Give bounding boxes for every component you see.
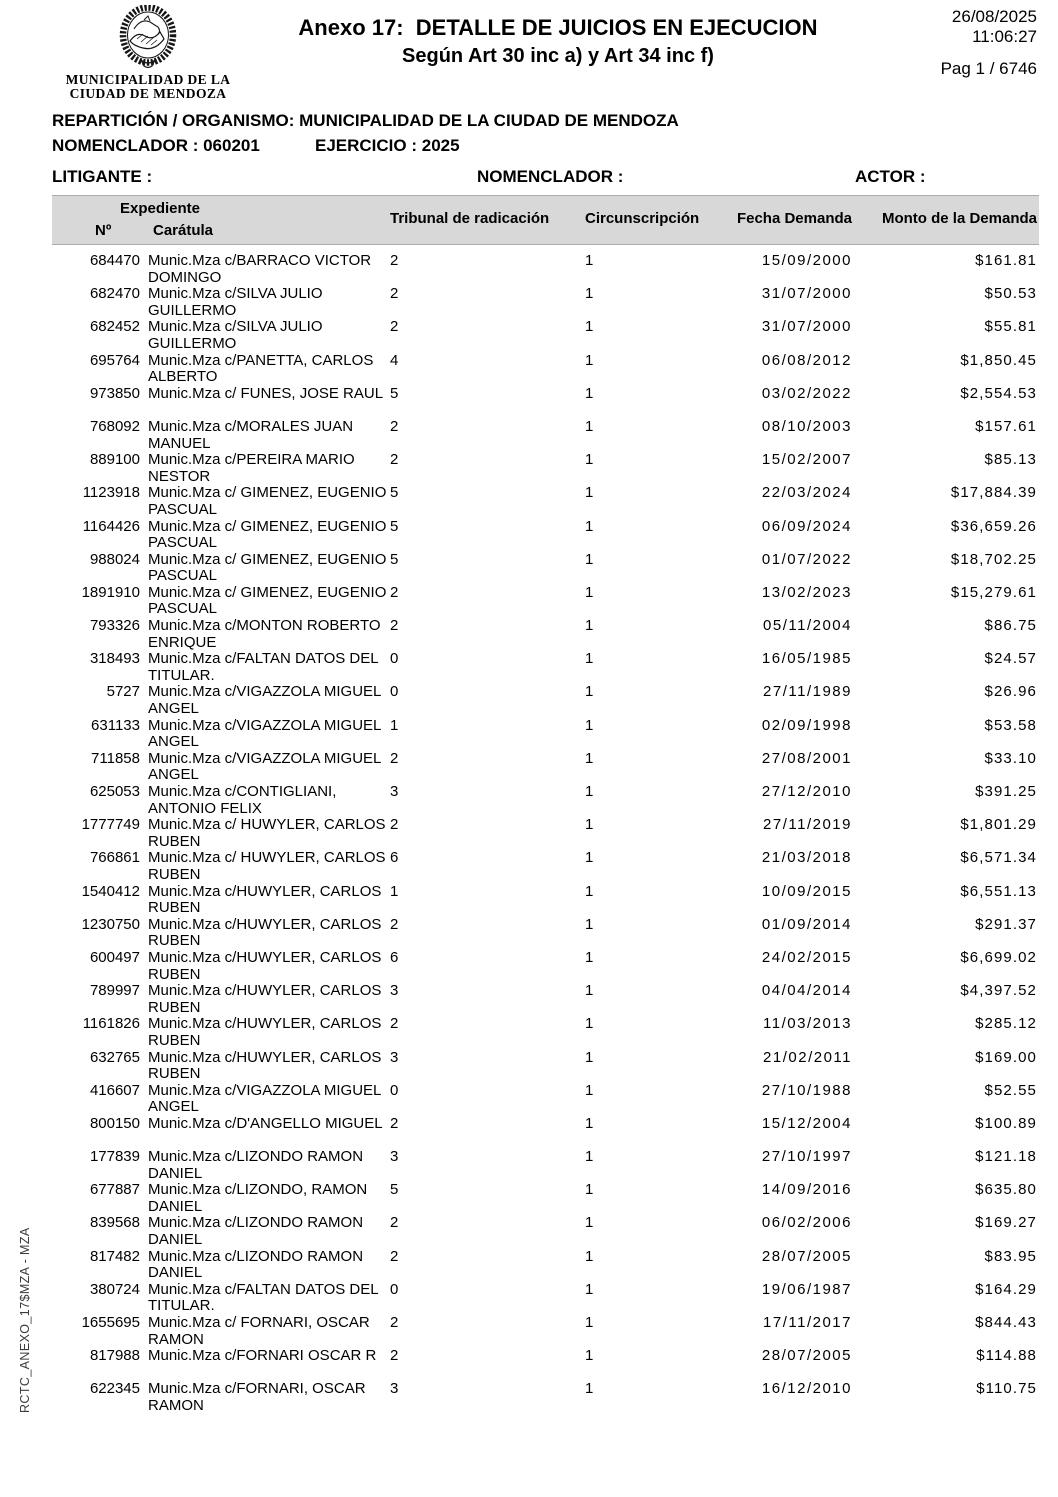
- cell-tribunal: 3: [390, 982, 399, 1000]
- cell-tribunal: 2: [390, 915, 399, 933]
- table-row: [52, 319, 1039, 352]
- logo-block: [50, 5, 246, 101]
- cell-expediente-numero: 839568: [89, 1214, 140, 1232]
- cell-fecha-demanda: 27/12/2010: [761, 783, 852, 800]
- cell-fecha-demanda: 27/08/2001: [761, 749, 852, 767]
- cell-fecha-demanda: 10/09/2015: [761, 882, 852, 900]
- cell-caratula: Munic.Mza c/HUWYLER, CARLOS RUBEN: [148, 982, 382, 1016]
- cell-circunscripcion: 1: [585, 1380, 594, 1398]
- cell-tribunal: 0: [390, 1081, 399, 1099]
- table-row: [52, 950, 1039, 983]
- cell-monto: $169.27: [975, 1214, 1037, 1232]
- cell-tribunal: 5: [390, 384, 399, 402]
- cell-expediente-numero: 889100: [89, 451, 140, 469]
- cell-expediente-numero: 1164426: [82, 517, 140, 535]
- cell-circunscripcion: 1: [585, 816, 594, 834]
- cell-circunscripcion: 1: [585, 1214, 594, 1232]
- cell-expediente-numero: 1891910: [81, 583, 140, 601]
- cell-fecha-demanda: 06/08/2012: [761, 351, 852, 369]
- cell-circunscripcion: 1: [585, 1314, 594, 1331]
- cell-circunscripcion: 1: [585, 384, 594, 402]
- table-header: [52, 195, 1039, 245]
- cell-fecha-demanda: 28/07/2005: [761, 1247, 852, 1265]
- table-row: [52, 1149, 1039, 1182]
- cell-circunscripcion: 1: [585, 252, 594, 269]
- cell-monto: $121.18: [975, 1148, 1037, 1166]
- cell-expediente-numero: 625053: [89, 783, 140, 800]
- cell-circunscripcion: 1: [585, 451, 594, 469]
- cell-expediente-numero: 817482: [89, 1247, 140, 1265]
- cell-caratula: Munic.Mza c/FALTAN DATOS DEL TITULAR.: [148, 1280, 379, 1315]
- cell-circunscripcion: 1: [585, 948, 594, 966]
- cell-fecha-demanda: 19/06/1987: [761, 1280, 852, 1298]
- cell-circunscripcion: 1: [585, 1181, 594, 1199]
- cell-circunscripcion: 1: [585, 351, 594, 369]
- cell-expediente-numero: 177839: [89, 1148, 140, 1166]
- cell-circunscripcion: 1: [585, 749, 594, 767]
- cell-tribunal: 3: [390, 1380, 399, 1398]
- table-row: [52, 684, 1039, 717]
- cell-circunscripcion: 1: [585, 583, 594, 601]
- cell-tribunal: 3: [390, 1148, 399, 1166]
- cell-caratula: Munic.Mza c/ GIMENEZ, EUGENIO PASCUAL: [148, 550, 387, 585]
- cell-tribunal: 5: [390, 484, 399, 502]
- cell-caratula: Munic.Mza c/HUWYLER, CARLOS RUBEN: [148, 882, 382, 917]
- cell-monto: $53.58: [984, 716, 1037, 734]
- table-row: [52, 552, 1039, 585]
- cell-caratula: Munic.Mza c/VIGAZZOLA MIGUEL ANGEL: [148, 683, 381, 718]
- print-time: 11:06:27: [972, 27, 1037, 46]
- cell-circunscripcion: 1: [585, 1081, 594, 1099]
- cell-circunscripcion: 1: [585, 849, 594, 867]
- cell-fecha-demanda: 05/11/2004: [763, 617, 852, 635]
- table-row: [52, 1083, 1039, 1116]
- cell-circunscripcion: 1: [585, 285, 594, 303]
- cell-fecha-demanda: 27/11/1989: [763, 683, 852, 701]
- cell-monto: $1,801.29: [960, 816, 1037, 834]
- cell-circunscripcion: 1: [585, 1280, 594, 1298]
- cell-circunscripcion: 1: [585, 783, 594, 800]
- cell-caratula: Munic.Mza c/SILVA JULIO GUILLERMO: [148, 285, 323, 319]
- table-row: [52, 1282, 1039, 1315]
- cell-caratula: Munic.Mza c/PANETTA, CARLOS ALBERTO: [148, 351, 374, 386]
- cell-monto: $100.89: [975, 1114, 1037, 1132]
- cell-expediente-numero: 631133: [91, 716, 140, 734]
- cell-circunscripcion: 1: [585, 1247, 594, 1265]
- cell-circunscripcion: 1: [585, 716, 594, 734]
- table-row: [52, 917, 1039, 950]
- cell-expediente-numero: 622345: [89, 1380, 140, 1398]
- cell-fecha-demanda: 06/02/2006: [761, 1214, 852, 1232]
- table-row: [52, 386, 1039, 419]
- cell-caratula: Munic.Mza c/LIZONDO, RAMON DANIEL: [148, 1181, 368, 1215]
- table-row: [52, 1249, 1039, 1282]
- cell-caratula: Munic.Mza c/LIZONDO RAMON DANIEL: [148, 1148, 364, 1182]
- cell-expediente-numero: 416607: [89, 1081, 140, 1099]
- cell-caratula: Munic.Mza c/BARRACO VICTOR DOMINGO: [148, 252, 372, 286]
- table-row: [52, 1381, 1039, 1414]
- table-row: [52, 585, 1039, 618]
- cell-expediente-numero: 988024: [89, 550, 140, 568]
- table-row: [52, 353, 1039, 386]
- reparticion-line: REPARTICIÓN / ORGANISMO: MUNICIPALIDAD DE LA CIUDAD DE MENDOZA: [52, 111, 679, 130]
- cell-fecha-demanda: 28/07/2005: [761, 1347, 852, 1365]
- cell-expediente-numero: 793326: [89, 617, 140, 635]
- cell-tribunal: 2: [390, 749, 399, 767]
- cell-fecha-demanda: 14/09/2016: [761, 1181, 852, 1199]
- header-numero: Nº: [95, 222, 112, 239]
- cell-circunscripcion: 1: [585, 1114, 594, 1132]
- cell-tribunal: 3: [390, 783, 399, 800]
- table-row: [52, 286, 1039, 319]
- cell-monto: $86.75: [984, 617, 1037, 635]
- table-row: [52, 485, 1039, 518]
- cell-expediente-numero: 711858: [91, 749, 140, 767]
- cell-expediente-numero: 632765: [89, 1048, 140, 1066]
- nomenclador-line: [52, 136, 679, 156]
- cell-fecha-demanda: 21/03/2018: [761, 849, 852, 867]
- table-row: [52, 1348, 1039, 1381]
- cell-fecha-demanda: 11/03/2013: [763, 1015, 852, 1033]
- cell-expediente-numero: 682452: [89, 318, 140, 336]
- filter-line: [52, 167, 1039, 187]
- cell-caratula: Munic.Mza c/D'ANGELLO MIGUEL: [148, 1114, 383, 1132]
- cell-caratula: Munic.Mza c/ GIMENEZ, EUGENIO PASCUAL: [148, 517, 387, 552]
- cell-tribunal: 2: [390, 617, 399, 635]
- info-block: [52, 111, 679, 156]
- actor-label: ACTOR :: [855, 167, 926, 186]
- cell-tribunal: 2: [390, 816, 399, 834]
- cell-monto: $114.88: [976, 1347, 1037, 1365]
- cell-caratula: Munic.Mza c/VIGAZZOLA MIGUEL ANGEL: [148, 1081, 381, 1116]
- cell-caratula: Munic.Mza c/MONTON ROBERTO ENRIQUE: [148, 617, 381, 651]
- cell-monto: $110.75: [976, 1380, 1037, 1398]
- cell-monto: $6,699.02: [960, 948, 1037, 966]
- cell-caratula: Munic.Mza c/ GIMENEZ, EUGENIO PASCUAL: [148, 583, 387, 618]
- cell-tribunal: 2: [390, 1114, 399, 1132]
- cell-caratula: Munic.Mza c/CONTIGLIANI, ANTONIO FELIX: [148, 783, 337, 817]
- cell-fecha-demanda: 01/09/2014: [761, 915, 852, 933]
- table-row: [52, 1116, 1039, 1149]
- cell-fecha-demanda: 24/02/2015: [761, 948, 852, 966]
- cell-circunscripcion: 1: [585, 683, 594, 701]
- cell-fecha-demanda: 01/07/2022: [761, 550, 852, 568]
- logo-org-line2: CIUDAD DE MENDOZA: [69, 86, 227, 101]
- cell-circunscripcion: 1: [585, 318, 594, 336]
- cell-tribunal: 6: [390, 948, 399, 966]
- cell-tribunal: 0: [390, 683, 399, 701]
- cell-caratula: Munic.Mza c/HUWYLER, CARLOS RUBEN: [148, 1015, 382, 1049]
- cell-tribunal: 6: [390, 849, 399, 867]
- cell-expediente-numero: 1161826: [82, 1015, 140, 1033]
- header-monto: Monto de la Demanda: [881, 210, 1037, 227]
- cell-circunscripcion: 1: [585, 1048, 594, 1066]
- cell-tribunal: 5: [390, 1181, 399, 1199]
- cell-monto: $391.25: [975, 783, 1037, 800]
- cell-expediente-numero: 1123918: [82, 484, 140, 502]
- cell-monto: $844.43: [975, 1314, 1037, 1331]
- cell-tribunal: 2: [390, 1214, 399, 1232]
- cell-tribunal: 3: [390, 1048, 399, 1066]
- table-body: [52, 253, 1039, 1415]
- cell-fecha-demanda: 08/10/2003: [761, 417, 852, 435]
- cell-monto: $24.57: [984, 650, 1037, 668]
- table-row: [52, 751, 1039, 784]
- cell-expediente-numero: 1655695: [81, 1314, 140, 1331]
- cell-caratula: Munic.Mza c/FORNARI OSCAR R: [148, 1347, 377, 1365]
- cell-fecha-demanda: 21/02/2011: [763, 1048, 852, 1066]
- header-tribunal: Tribunal de radicación: [390, 210, 550, 227]
- cell-fecha-demanda: 15/12/2004: [761, 1114, 852, 1132]
- cell-fecha-demanda: 13/02/2023: [761, 583, 852, 601]
- cell-fecha-demanda: 16/05/1985: [761, 650, 852, 668]
- cell-monto: $50.53: [984, 285, 1037, 303]
- print-date: 26/08/2025: [951, 7, 1037, 26]
- header-circunscripcion: Circunscripción: [585, 210, 700, 227]
- cell-caratula: Munic.Mza c/VIGAZZOLA MIGUEL ANGEL: [148, 749, 381, 784]
- cell-monto: $291.37: [975, 915, 1037, 933]
- cell-fecha-demanda: 31/07/2000: [761, 285, 852, 303]
- cell-tribunal: 5: [390, 517, 399, 535]
- cell-tribunal: 2: [390, 417, 399, 435]
- cell-monto: $15,279.61: [950, 583, 1037, 601]
- nomenclador-value: NOMENCLADOR : 060201: [52, 136, 260, 155]
- cell-monto: $55.81: [984, 318, 1037, 336]
- cell-tribunal: 2: [390, 1314, 399, 1331]
- cell-expediente-numero: 5727: [106, 683, 140, 701]
- header-fecha-demanda: Fecha Demanda: [736, 210, 852, 227]
- litigante-label: LITIGANTE :: [52, 167, 153, 186]
- cell-expediente-numero: 318493: [89, 650, 140, 668]
- cell-expediente-numero: 800150: [89, 1114, 140, 1132]
- cell-monto: $6,551.13: [960, 882, 1037, 900]
- cell-tribunal: 1: [390, 716, 399, 734]
- cell-expediente-numero: 600497: [89, 948, 140, 966]
- cell-tribunal: 1: [390, 882, 399, 900]
- cell-fecha-demanda: 27/11/2019: [763, 816, 852, 834]
- nomenclador-filter-label: NOMENCLADOR :: [477, 167, 624, 186]
- cell-monto: $36,659.26: [950, 517, 1037, 535]
- cell-circunscripcion: 1: [585, 1015, 594, 1033]
- table-row: [52, 519, 1039, 552]
- cell-tribunal: 2: [390, 451, 399, 469]
- cell-fecha-demanda: 22/03/2024: [761, 484, 852, 502]
- cell-caratula: Munic.Mza c/FORNARI, OSCAR RAMON: [148, 1380, 366, 1414]
- cell-tribunal: 4: [390, 351, 399, 369]
- table-row: [52, 651, 1039, 684]
- cell-monto: $169.00: [975, 1048, 1037, 1066]
- cell-fecha-demanda: 02/09/1998: [761, 716, 852, 734]
- cell-expediente-numero: 817988: [89, 1347, 140, 1365]
- cell-caratula: Munic.Mza c/ FORNARI, OSCAR RAMON: [148, 1314, 370, 1348]
- juicios-table: [52, 195, 1039, 1415]
- cell-caratula: Munic.Mza c/HUWYLER, CARLOS RUBEN: [148, 948, 382, 983]
- cell-tribunal: 2: [390, 318, 399, 336]
- cell-circunscripcion: 1: [585, 517, 594, 535]
- page-indicator: Pag 1 / 6746: [940, 59, 1037, 78]
- cell-caratula: Munic.Mza c/ HUWYLER, CARLOS RUBEN: [148, 816, 386, 850]
- cell-circunscripcion: 1: [585, 417, 594, 435]
- cell-caratula: Munic.Mza c/HUWYLER, CARLOS RUBEN: [148, 915, 382, 950]
- coat-of-arms-icon: [117, 5, 179, 71]
- cell-tribunal: 2: [390, 1347, 399, 1365]
- table-row: [52, 419, 1039, 452]
- table-row: [52, 850, 1039, 883]
- logo-org-line1: MUNICIPALIDAD DE LA: [65, 72, 231, 87]
- cell-expediente-numero: 684470: [89, 252, 140, 269]
- cell-caratula: Munic.Mza c/LIZONDO RAMON DANIEL: [148, 1247, 364, 1282]
- cell-tribunal: 2: [390, 1247, 399, 1265]
- cell-monto: $164.29: [975, 1280, 1037, 1298]
- report-subtitle: Según Art 30 inc a) y Art 34 inc f): [402, 45, 714, 67]
- cell-fecha-demanda: 15/09/2000: [761, 252, 852, 269]
- table-row: [52, 817, 1039, 850]
- cell-fecha-demanda: 27/10/1988: [761, 1081, 852, 1099]
- cell-tribunal: 2: [390, 1015, 399, 1033]
- table-row: [52, 884, 1039, 917]
- cell-monto: $18,702.25: [950, 550, 1037, 568]
- cell-monto: $1,850.45: [960, 351, 1037, 369]
- cell-fecha-demanda: 16/12/2010: [761, 1380, 852, 1398]
- table-row: [52, 718, 1039, 751]
- table-row: [52, 1315, 1039, 1348]
- report-title: Anexo 17: DETALLE DE JUICIOS EN EJECUCION: [298, 15, 818, 40]
- header-caratula: Carátula: [153, 222, 214, 239]
- cell-expediente-numero: 1230750: [81, 915, 140, 933]
- cell-tribunal: 2: [390, 285, 399, 303]
- cell-expediente-numero: 768092: [89, 417, 140, 435]
- cell-fecha-demanda: 04/04/2014: [761, 982, 852, 1000]
- cell-caratula: Munic.Mza c/ GIMENEZ, EUGENIO PASCUAL: [148, 484, 387, 518]
- cell-circunscripcion: 1: [585, 882, 594, 900]
- cell-caratula: Munic.Mza c/PEREIRA MARIO NESTOR: [148, 451, 355, 485]
- cell-tribunal: 0: [390, 650, 399, 668]
- ejercicio-value: EJERCICIO : 2025: [315, 136, 460, 155]
- cell-fecha-demanda: 15/02/2007: [761, 451, 852, 469]
- table-row: [52, 983, 1039, 1016]
- cell-circunscripcion: 1: [585, 982, 594, 1000]
- cell-monto: $26.96: [984, 683, 1037, 701]
- cell-tribunal: 2: [390, 583, 399, 601]
- cell-caratula: Munic.Mza c/HUWYLER, CARLOS RUBEN: [148, 1048, 382, 1083]
- cell-fecha-demanda: 31/07/2000: [761, 318, 852, 336]
- cell-fecha-demanda: 06/09/2024: [761, 517, 852, 535]
- cell-monto: $52.55: [984, 1081, 1037, 1099]
- cell-tribunal: 0: [390, 1280, 399, 1298]
- cell-expediente-numero: 677887: [89, 1181, 140, 1199]
- table-row: [52, 784, 1039, 817]
- title-block: [258, 15, 858, 68]
- cell-circunscripcion: 1: [585, 915, 594, 933]
- table-row: [52, 1016, 1039, 1049]
- cell-circunscripcion: 1: [585, 617, 594, 635]
- cell-monto: $17,884.39: [950, 484, 1037, 502]
- cell-monto: $2,554.53: [960, 384, 1037, 402]
- cell-expediente-numero: 1777749: [81, 816, 140, 834]
- cell-expediente-numero: 1540412: [81, 882, 140, 900]
- cell-monto: $157.61: [975, 417, 1037, 435]
- cell-monto: $4,397.52: [960, 982, 1037, 1000]
- cell-expediente-numero: 695764: [89, 351, 140, 369]
- table-row: [52, 1215, 1039, 1248]
- cell-tribunal: 5: [390, 550, 399, 568]
- report-id-vertical-text: RCTC_ANEXO_17$MZA - MZA: [18, 1227, 32, 1413]
- cell-caratula: Munic.Mza c/MORALES JUAN MANUEL: [148, 417, 354, 452]
- cell-fecha-demanda: 03/02/2022: [761, 384, 852, 402]
- cell-circunscripcion: 1: [585, 1347, 594, 1365]
- cell-expediente-numero: 380724: [89, 1280, 140, 1298]
- cell-expediente-numero: 766861: [89, 849, 140, 867]
- table-row: [52, 253, 1039, 286]
- table-row: [52, 452, 1039, 485]
- cell-monto: $161.81: [975, 252, 1037, 269]
- cell-caratula: Munic.Mza c/FALTAN DATOS DEL TITULAR.: [148, 650, 379, 684]
- cell-circunscripcion: 1: [585, 650, 594, 668]
- cell-tribunal: 2: [390, 252, 399, 269]
- cell-monto: $83.95: [984, 1247, 1037, 1265]
- cell-expediente-numero: 789997: [89, 982, 140, 1000]
- cell-monto: $33.10: [984, 749, 1037, 767]
- table-row: [52, 618, 1039, 651]
- cell-caratula: Munic.Mza c/VIGAZZOLA MIGUEL ANGEL: [148, 716, 381, 751]
- table-row: [52, 1182, 1039, 1215]
- cell-fecha-demanda: 27/10/1997: [761, 1148, 852, 1166]
- cell-circunscripcion: 1: [585, 1148, 594, 1166]
- cell-expediente-numero: 682470: [89, 285, 140, 303]
- cell-caratula: Munic.Mza c/SILVA JULIO GUILLERMO: [148, 318, 323, 352]
- cell-monto: $635.80: [975, 1181, 1037, 1199]
- cell-caratula: Munic.Mza c/ HUWYLER, CARLOS RUBEN: [148, 849, 386, 883]
- cell-caratula: Munic.Mza c/ FUNES, JOSE RAUL: [148, 384, 384, 402]
- cell-monto: $285.12: [975, 1015, 1037, 1033]
- cell-monto: $85.13: [984, 451, 1037, 469]
- header-expediente: Expediente: [120, 200, 201, 217]
- cell-monto: $6,571.34: [960, 849, 1037, 867]
- cell-fecha-demanda: 17/11/2017: [763, 1314, 852, 1331]
- cell-circunscripcion: 1: [585, 550, 594, 568]
- cell-caratula: Munic.Mza c/LIZONDO RAMON DANIEL: [148, 1214, 364, 1249]
- table-row: [52, 1050, 1039, 1083]
- cell-circunscripcion: 1: [585, 484, 594, 502]
- print-meta: [941, 7, 1037, 79]
- cell-expediente-numero: 973850: [89, 384, 140, 402]
